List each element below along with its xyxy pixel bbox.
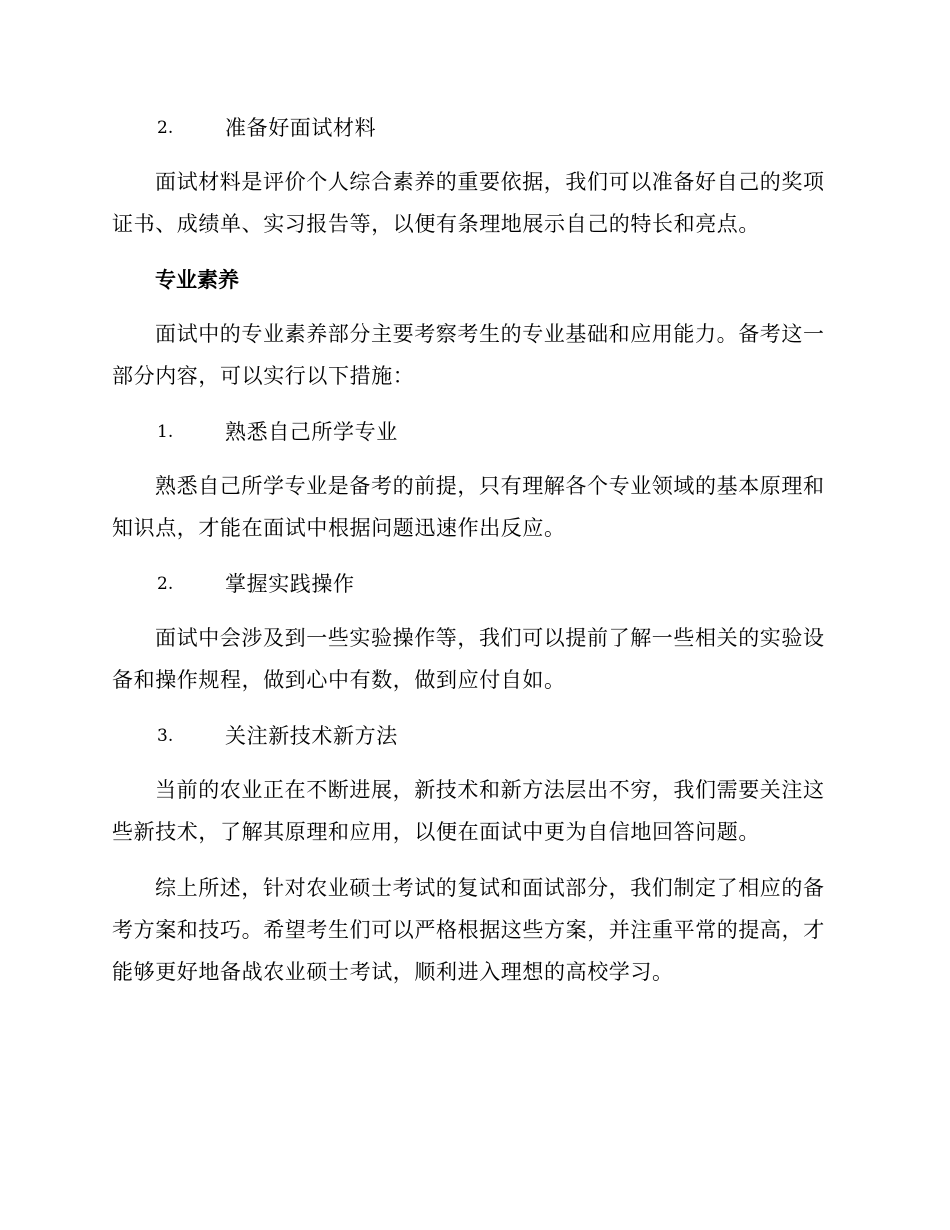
list-item-title: 掌握实践操作 — [225, 572, 355, 596]
paragraph-line: 能够更好地备战农业硕士考试，顺利进入理想的高校学习。 — [112, 960, 674, 984]
paragraph-line: 面试材料是评价个人综合素养的重要依据，我们可以准备好自己的奖项 — [155, 170, 825, 194]
paragraph-line: 熟悉自己所学专业是备考的前提，只有理解各个专业领域的基本原理和 — [155, 474, 825, 498]
paragraph-line: 些新技术，了解其原理和应用，以便在面试中更为自信地回答问题。 — [112, 820, 760, 844]
paragraph-line: 当前的农业正在不断进展，新技术和新方法层出不穷，我们需要关注这 — [155, 778, 825, 802]
list-number: 2. — [157, 118, 174, 138]
list-number: 2. — [157, 574, 174, 594]
paragraph-line: 部分内容，可以实行以下措施： — [112, 364, 415, 388]
list-number: 1. — [157, 422, 174, 442]
paragraph-line: 考方案和技巧。希望考生们可以严格根据这些方案，并注重平常的提高，才 — [112, 918, 825, 942]
list-item-title: 准备好面试材料 — [225, 116, 377, 140]
paragraph-line: 面试中的专业素养部分主要考察考生的专业基础和应用能力。备考这一 — [155, 322, 825, 346]
paragraph-line: 面试中会涉及到一些实验操作等，我们可以提前了解一些相关的实验设 — [155, 626, 825, 650]
list-item-title: 关注新技术新方法 — [225, 724, 398, 748]
list-number: 3. — [157, 726, 174, 746]
paragraph-line: 备和操作规程，做到心中有数，做到应付自如。 — [112, 668, 566, 692]
paragraph-line: 证书、成绩单、实习报告等，以便有条理地展示自己的特长和亮点。 — [112, 212, 760, 236]
paragraph-line: 综上所述，针对农业硕士考试的复试和面试部分，我们制定了相应的备 — [155, 876, 825, 900]
paragraph-line: 知识点，才能在面试中根据问题迅速作出反应。 — [112, 516, 566, 540]
list-item-title: 熟悉自己所学专业 — [225, 420, 398, 444]
section-heading: 专业素养 — [155, 268, 239, 292]
